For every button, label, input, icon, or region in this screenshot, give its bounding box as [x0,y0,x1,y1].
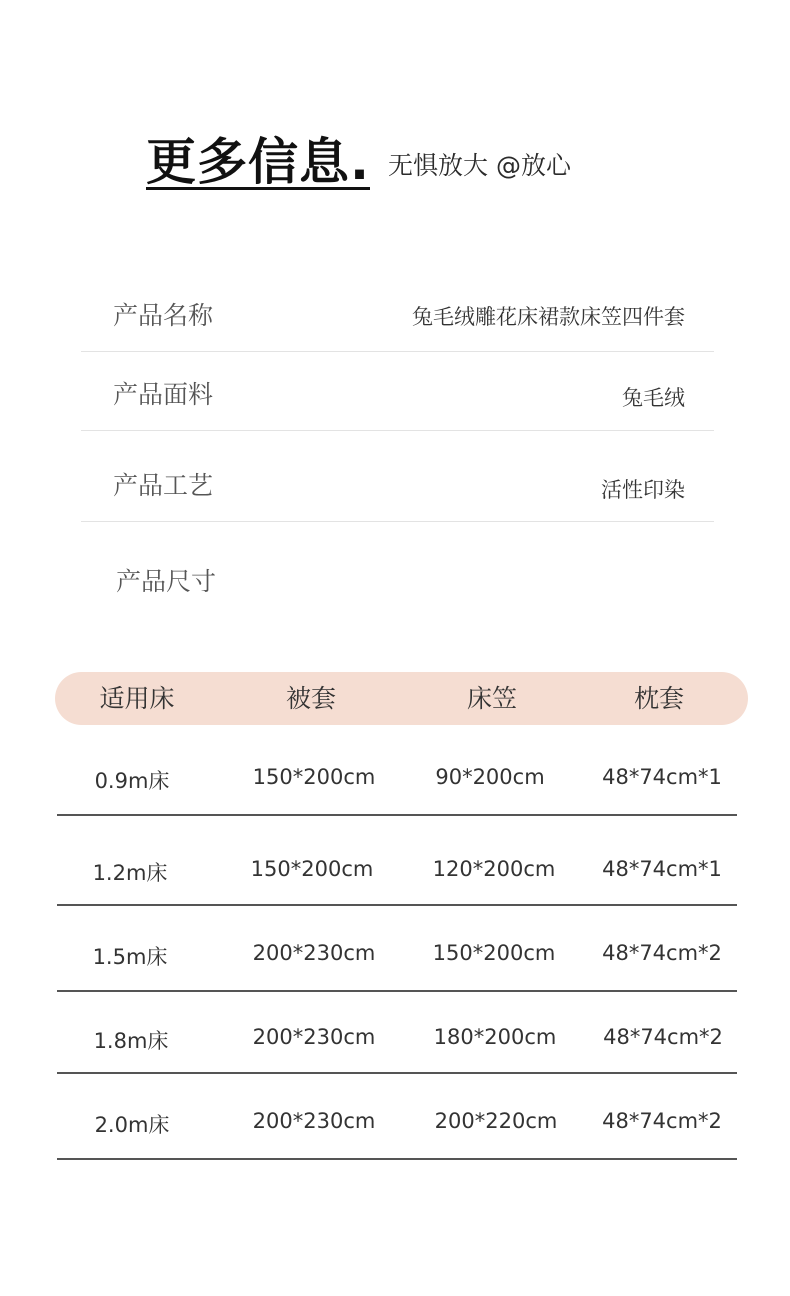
size-table-header [55,672,748,725]
table-row [0,1025,790,1075]
cell-fitted-sheet: 180*200cm [433,1025,557,1049]
cell-pillowcase: 48*74cm*2 [603,1025,723,1049]
cell-fitted-sheet: 200*220cm [434,1109,558,1133]
info-label-craft: 产品工艺 [113,471,214,500]
cell-fitted-sheet: 120*200cm [432,857,556,881]
info-label-name: 产品名称 [113,301,214,330]
cell-duvet-cover: 150*200cm [250,857,374,881]
row-divider [57,814,737,816]
cell-duvet-cover: 200*230cm [252,1109,376,1133]
info-divider [81,430,714,431]
header-duvet-cover: 被套 [285,684,337,713]
info-divider [81,351,714,352]
info-row-size [81,562,714,602]
page-subtitle: 无惧放大 @放心 [388,151,571,180]
info-value-craft: 活性印染 [601,478,685,502]
info-label-fabric: 产品面料 [113,380,214,409]
header-pillowcase: 枕套 [633,684,685,713]
table-row [0,941,790,993]
row-divider [57,1072,737,1074]
table-row [0,1109,790,1161]
info-divider [81,521,714,522]
cell-bed: 1.2m床 [92,861,168,885]
info-row-name [81,296,714,352]
row-divider [57,904,737,906]
cell-duvet-cover: 200*230cm [252,1025,376,1049]
page-title: 更多信息. [146,133,370,191]
cell-bed: 1.8m床 [93,1029,169,1053]
cell-pillowcase: 48*74cm*1 [602,765,722,789]
cell-fitted-sheet: 90*200cm [435,765,545,789]
info-label-size: 产品尺寸 [116,567,217,596]
page-header [0,0,790,240]
row-divider [57,990,737,992]
cell-pillowcase: 48*74cm*2 [602,1109,722,1133]
info-row-fabric [81,375,714,431]
cell-duvet-cover: 200*230cm [252,941,376,965]
info-value-fabric: 兔毛绒 [622,386,685,410]
table-row [0,857,790,907]
cell-pillowcase: 48*74cm*2 [602,941,722,965]
cell-duvet-cover: 150*200cm [252,765,376,789]
cell-bed: 1.5m床 [92,945,168,969]
info-row-craft [81,466,714,522]
header-fitted-sheet: 床笠 [466,684,518,713]
cell-pillowcase: 48*74cm*1 [602,857,722,881]
row-divider [57,1158,737,1160]
table-row [0,765,790,817]
cell-bed: 0.9m床 [94,769,170,793]
info-value-name: 兔毛绒雕花床裙款床笠四件套 [412,305,685,329]
header-bed: 适用床 [99,684,175,713]
cell-fitted-sheet: 150*200cm [432,941,556,965]
cell-bed: 2.0m床 [94,1113,170,1137]
